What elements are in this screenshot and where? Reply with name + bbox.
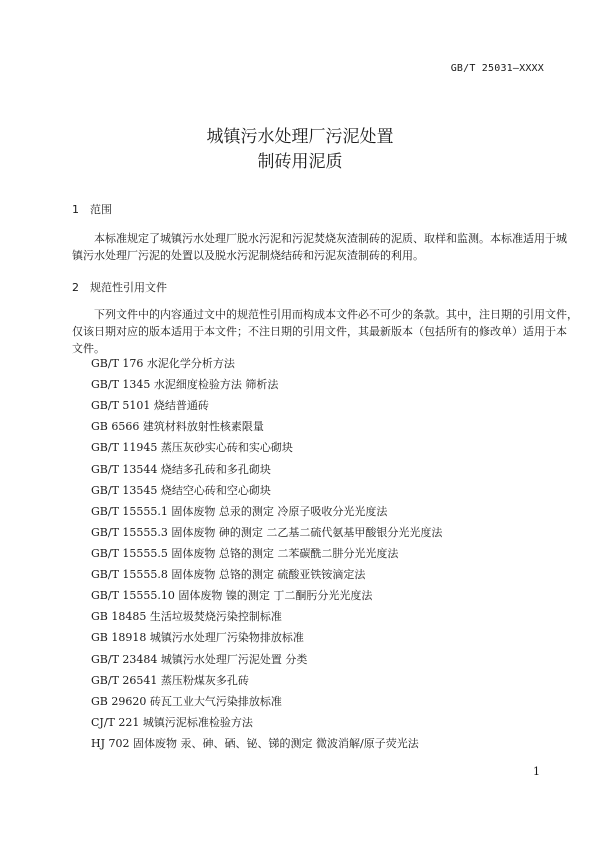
section-2-line: 仅该日期对应的版本适用于本文件；不注日期的引用文件，其最新版本（包括所有的修改单）适用于本 <box>72 325 567 338</box>
section-1-line: 本标准规定了城镇污水处理厂脱水污泥和污泥焚烧灰渣制砖的泥质、取样和监测。本标准适用于城 <box>94 232 567 245</box>
reference-item: GB 29620 砖瓦工业大气污染排放标准 <box>91 694 282 708</box>
reference-item: GB/T 13544 烧结多孔砖和多孔砌块 <box>91 462 271 476</box>
reference-item: GB/T 23484 城镇污水处理厂污泥处置 分类 <box>91 652 308 666</box>
reference-item: GB/T 15555.8 固体废物 总铬的测定 硫酸亚铁铵滴定法 <box>91 568 366 582</box>
reference-item: HJ 702 固体废物 汞、砷、硒、铋、锑的测定 微波消解/原子荧光法 <box>91 736 419 750</box>
reference-item: GB/T 5101 烧结普通砖 <box>91 399 209 413</box>
reference-item: GB 18485 生活垃圾焚烧污染控制标准 <box>91 610 282 624</box>
doc-code: GB/T 25031—XXXX <box>450 63 544 74</box>
reference-item: GB/T 176 水泥化学分析方法 <box>91 357 235 370</box>
normative-reference-list <box>91 358 442 759</box>
section-2-heading <box>72 279 167 295</box>
reference-item: GB/T 26541 蒸压粉煤灰多孔砖 <box>91 673 249 687</box>
section-1-title: 范围 <box>90 203 112 216</box>
section-1-line: 镇污水处理厂污泥的处置以及脱水污泥制烧结砖和污泥灰渣制砖的利用。 <box>72 249 424 262</box>
section-2-number: 2 <box>72 281 79 294</box>
reference-item: GB/T 15555.10 固体废物 镍的测定 丁二酮肟分光光度法 <box>91 589 373 603</box>
section-2-paragraph <box>72 306 578 357</box>
reference-item: GB 18918 城镇污水处理厂污染物排放标准 <box>91 631 304 645</box>
title-line-2: 制砖用泥质 <box>257 152 343 172</box>
reference-item: GB/T 15555.1 固体废物 总汞的测定 冷原子吸收分光光度法 <box>91 504 388 518</box>
section-1-heading <box>72 201 112 217</box>
reference-item: GB/T 11945 蒸压灰砂实心砖和实心砌块 <box>91 441 293 455</box>
reference-item: GB/T 15555.3 固体废物 砷的测定 二乙基二硫代氨基甲酸银分光光度法 <box>91 525 443 539</box>
section-1-paragraph <box>72 230 567 264</box>
reference-item: GB/T 1345 水泥细度检验方法 筛析法 <box>91 378 279 392</box>
section-1-number: 1 <box>72 203 79 216</box>
reference-item: GB/T 15555.5 固体废物 总铬的测定 二苯碳酰二肼分光光度法 <box>91 546 399 560</box>
section-2-title: 规范性引用文件 <box>90 281 167 294</box>
title-line-1: 城镇污水处理厂污泥处置 <box>206 127 394 147</box>
section-2-line: 文件。 <box>72 342 105 355</box>
section-2-line: 下列文件中的内容通过文中的规范性引用而构成本文件必不可少的条款。其中，注日期的引用文件， <box>94 308 578 321</box>
reference-item: GB/T 13545 烧结空心砖和空心砌块 <box>91 483 271 497</box>
reference-item: CJ/T 221 城镇污泥标准检验方法 <box>91 715 253 729</box>
reference-item: GB 6566 建筑材料放射性核素限量 <box>91 420 264 434</box>
page-number: 1 <box>533 765 540 778</box>
